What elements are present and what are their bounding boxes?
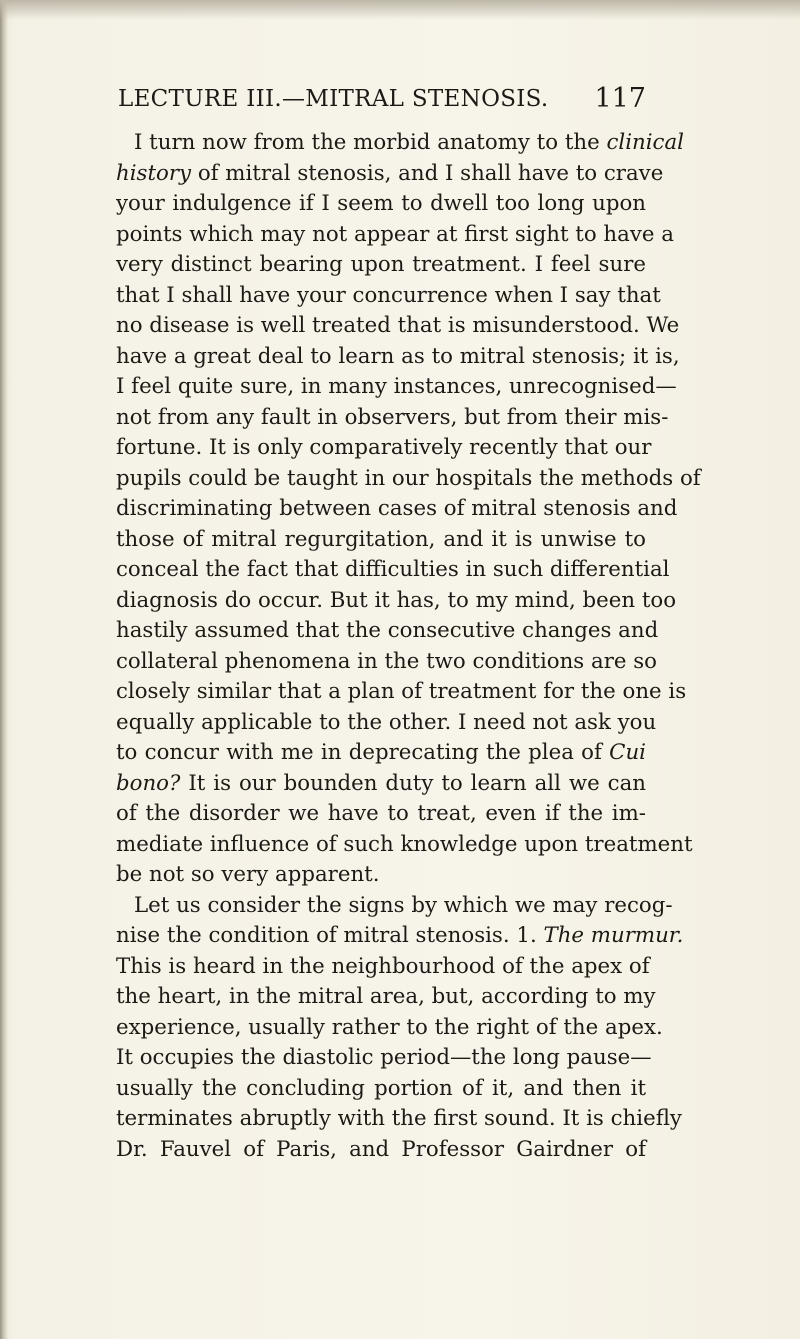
- text-line: have a great deal to learn as to mitral stenosis; it is,: [116, 343, 680, 369]
- italic-term: clinical: [606, 130, 684, 155]
- text-line: experience, usually rather to the right of the apex.: [116, 1014, 663, 1040]
- italic-term: Cui: [609, 740, 646, 765]
- text-line: your indulgence if I seem to dwell too long upon: [116, 191, 646, 216]
- text-line: that I shall have your concurrence when I say that: [116, 282, 661, 308]
- text-line: Dr. Fauvel of Paris, and Professor Gairdner of: [116, 1136, 646, 1162]
- text-line: points which may not appear at first sight to have a: [116, 221, 674, 247]
- text-line: fortune. It is only comparatively recently that our: [116, 435, 652, 460]
- text-line: pupils could be taught in our hospitals the methods of: [116, 465, 701, 491]
- text-line: discriminating between cases of mitral stenosis and: [116, 496, 678, 521]
- text-line: those of mitral regurgitation, and it is unwise to: [116, 526, 646, 552]
- italic-term: history: [116, 160, 192, 186]
- italic-term: bono?: [116, 770, 181, 796]
- text-line: be not so very apparent.: [116, 862, 380, 887]
- text-line: usually the concluding portion of it, and then it: [116, 1075, 646, 1101]
- italic-term: The murmur.: [543, 923, 684, 948]
- text-line: bono? It is our bounden duty to learn all we can: [116, 770, 646, 796]
- running-head: [118, 83, 646, 120]
- text-line: equally applicable to the other. I need not ask you: [116, 709, 657, 735]
- text-line: to concur with me in deprecating the plea of Cui: [116, 740, 646, 765]
- text-line: conceal the fact that difficulties in such differential: [116, 557, 670, 582]
- text-line: closely similar that a plan of treatment for the one is: [116, 679, 687, 704]
- text-line: no disease is well treated that is misunderstood. We: [116, 313, 680, 338]
- text-line: I feel quite sure, in many instances, unrecognised—: [116, 374, 677, 399]
- body-text: [116, 128, 701, 1165]
- text-line: mediate influence of such knowledge upon treatment: [116, 831, 693, 857]
- text-line: terminates abruptly with the first sound. It is chiefly: [116, 1106, 682, 1131]
- text-line: of the disorder we have to treat, even if the im-: [116, 801, 646, 826]
- text-line: very distinct bearing upon treatment. I feel sure: [116, 252, 646, 277]
- text-line: not from any fault in observers, but from their mis-: [116, 404, 669, 430]
- text-line: This is heard in the neighbourhood of the apex of: [116, 953, 650, 979]
- page-top-shadow: [0, 0, 800, 20]
- text-line: It occupies the diastolic period—the long pause—: [116, 1045, 652, 1070]
- text-line: Let us consider the signs by which we may recog-: [134, 892, 673, 918]
- text-line: history of mitral stenosis, and I shall have to crave: [116, 160, 664, 186]
- running-title: LECTURE III.—MITRAL STENOSIS.: [118, 86, 549, 112]
- page-number: 117: [594, 83, 646, 114]
- text-line: diagnosis do occur. But it has, to my mind, been too: [116, 587, 677, 613]
- text-line: nise the condition of mitral stenosis. 1. The murmur.: [116, 923, 684, 948]
- text-line: the heart, in the mitral area, but, according to my: [116, 984, 656, 1009]
- text-line: hastily assumed that the consecutive changes and: [116, 618, 659, 643]
- text-line: I turn now from the morbid anatomy to the clinical: [134, 130, 684, 155]
- text-line: collateral phenomena in the two conditions are so: [116, 648, 658, 674]
- page-binding-edge: [0, 0, 8, 1339]
